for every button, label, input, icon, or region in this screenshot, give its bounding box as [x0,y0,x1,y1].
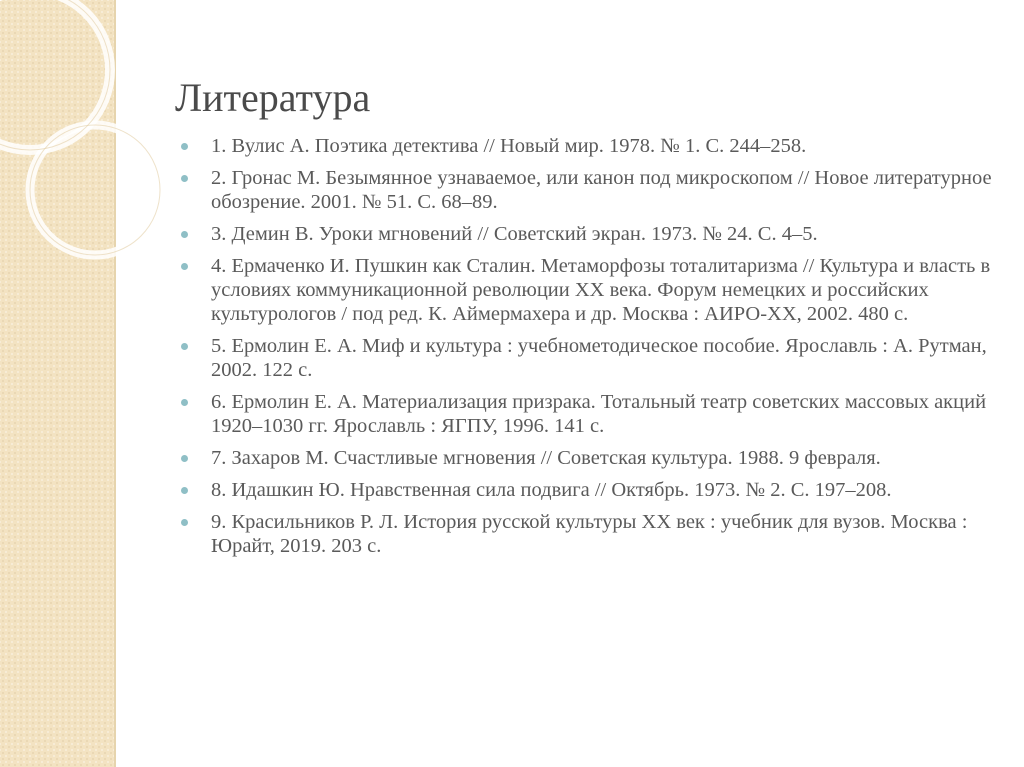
decorative-ring-small [30,125,160,255]
reference-item [165,446,995,470]
bullet-icon [181,263,188,270]
reference-text: 8. Идашкин Ю. Нравственная сила подвига // Октябрь. 1973. № 2. С. 197–208. [211,479,892,501]
bullet-icon [181,343,188,350]
reference-list [165,134,995,558]
reference-item [165,254,995,326]
bullet-icon [181,455,188,462]
reference-item [165,222,995,246]
reference-text: 7. Захаров М. Счастливые мгновения // Советская культура. 1988. 9 февраля. [211,447,881,469]
reference-text: 1. Вулис А. Поэтика детектива // Новый мир. 1978. № 1. С. 244–258. [211,135,807,157]
slide-content [165,72,995,566]
bullet-icon [181,175,188,182]
slide-title: Литература [175,75,371,120]
reference-text: 9. Красильников Р. Л. История русской культуры XX век : учебник для вузов. Москва : Юрайт, 2019. 203 с. [211,511,968,557]
reference-text: 3. Демин В. Уроки мгновений // Советский экран. 1973. № 24. С. 4–5. [211,223,818,245]
bullet-icon [181,143,188,150]
bullet-icon [181,231,188,238]
reference-item [165,478,995,502]
bullet-icon [181,487,188,494]
reference-item [165,510,995,558]
reference-item [165,134,995,158]
reference-text: 5. Ермолин Е. А. Миф и культура : учебнометодическое пособие. Ярославль : А. Рутман, 2002. 122 с. [211,335,987,381]
reference-text: 6. Ермолин Е. А. Материализация призрака. Тотальный театр советских массовых акций 1920–1030 гг. Ярославль : ЯГПУ, 1996. 141 с. [211,391,987,437]
reference-item [165,334,995,382]
reference-text: 2. Гронас М. Безымянное узнаваемое, или канон под микроскопом // Новое литературное обозрение. 2001. № 51. С. 68–89. [211,167,992,213]
bullet-icon [181,399,188,406]
reference-item [165,166,995,214]
reference-text: 4. Ермаченко И. Пушкин как Сталин. Метаморфозы тоталитаризма // Культура и власть в условиях коммуникационной революции XX века. Форум немецких и российских культурологов / под ред. К. Аймермахера и др. Москва : АИРО-XX, 2002. 480 с. [211,255,991,325]
bullet-icon [181,519,188,526]
reference-item [165,390,995,438]
